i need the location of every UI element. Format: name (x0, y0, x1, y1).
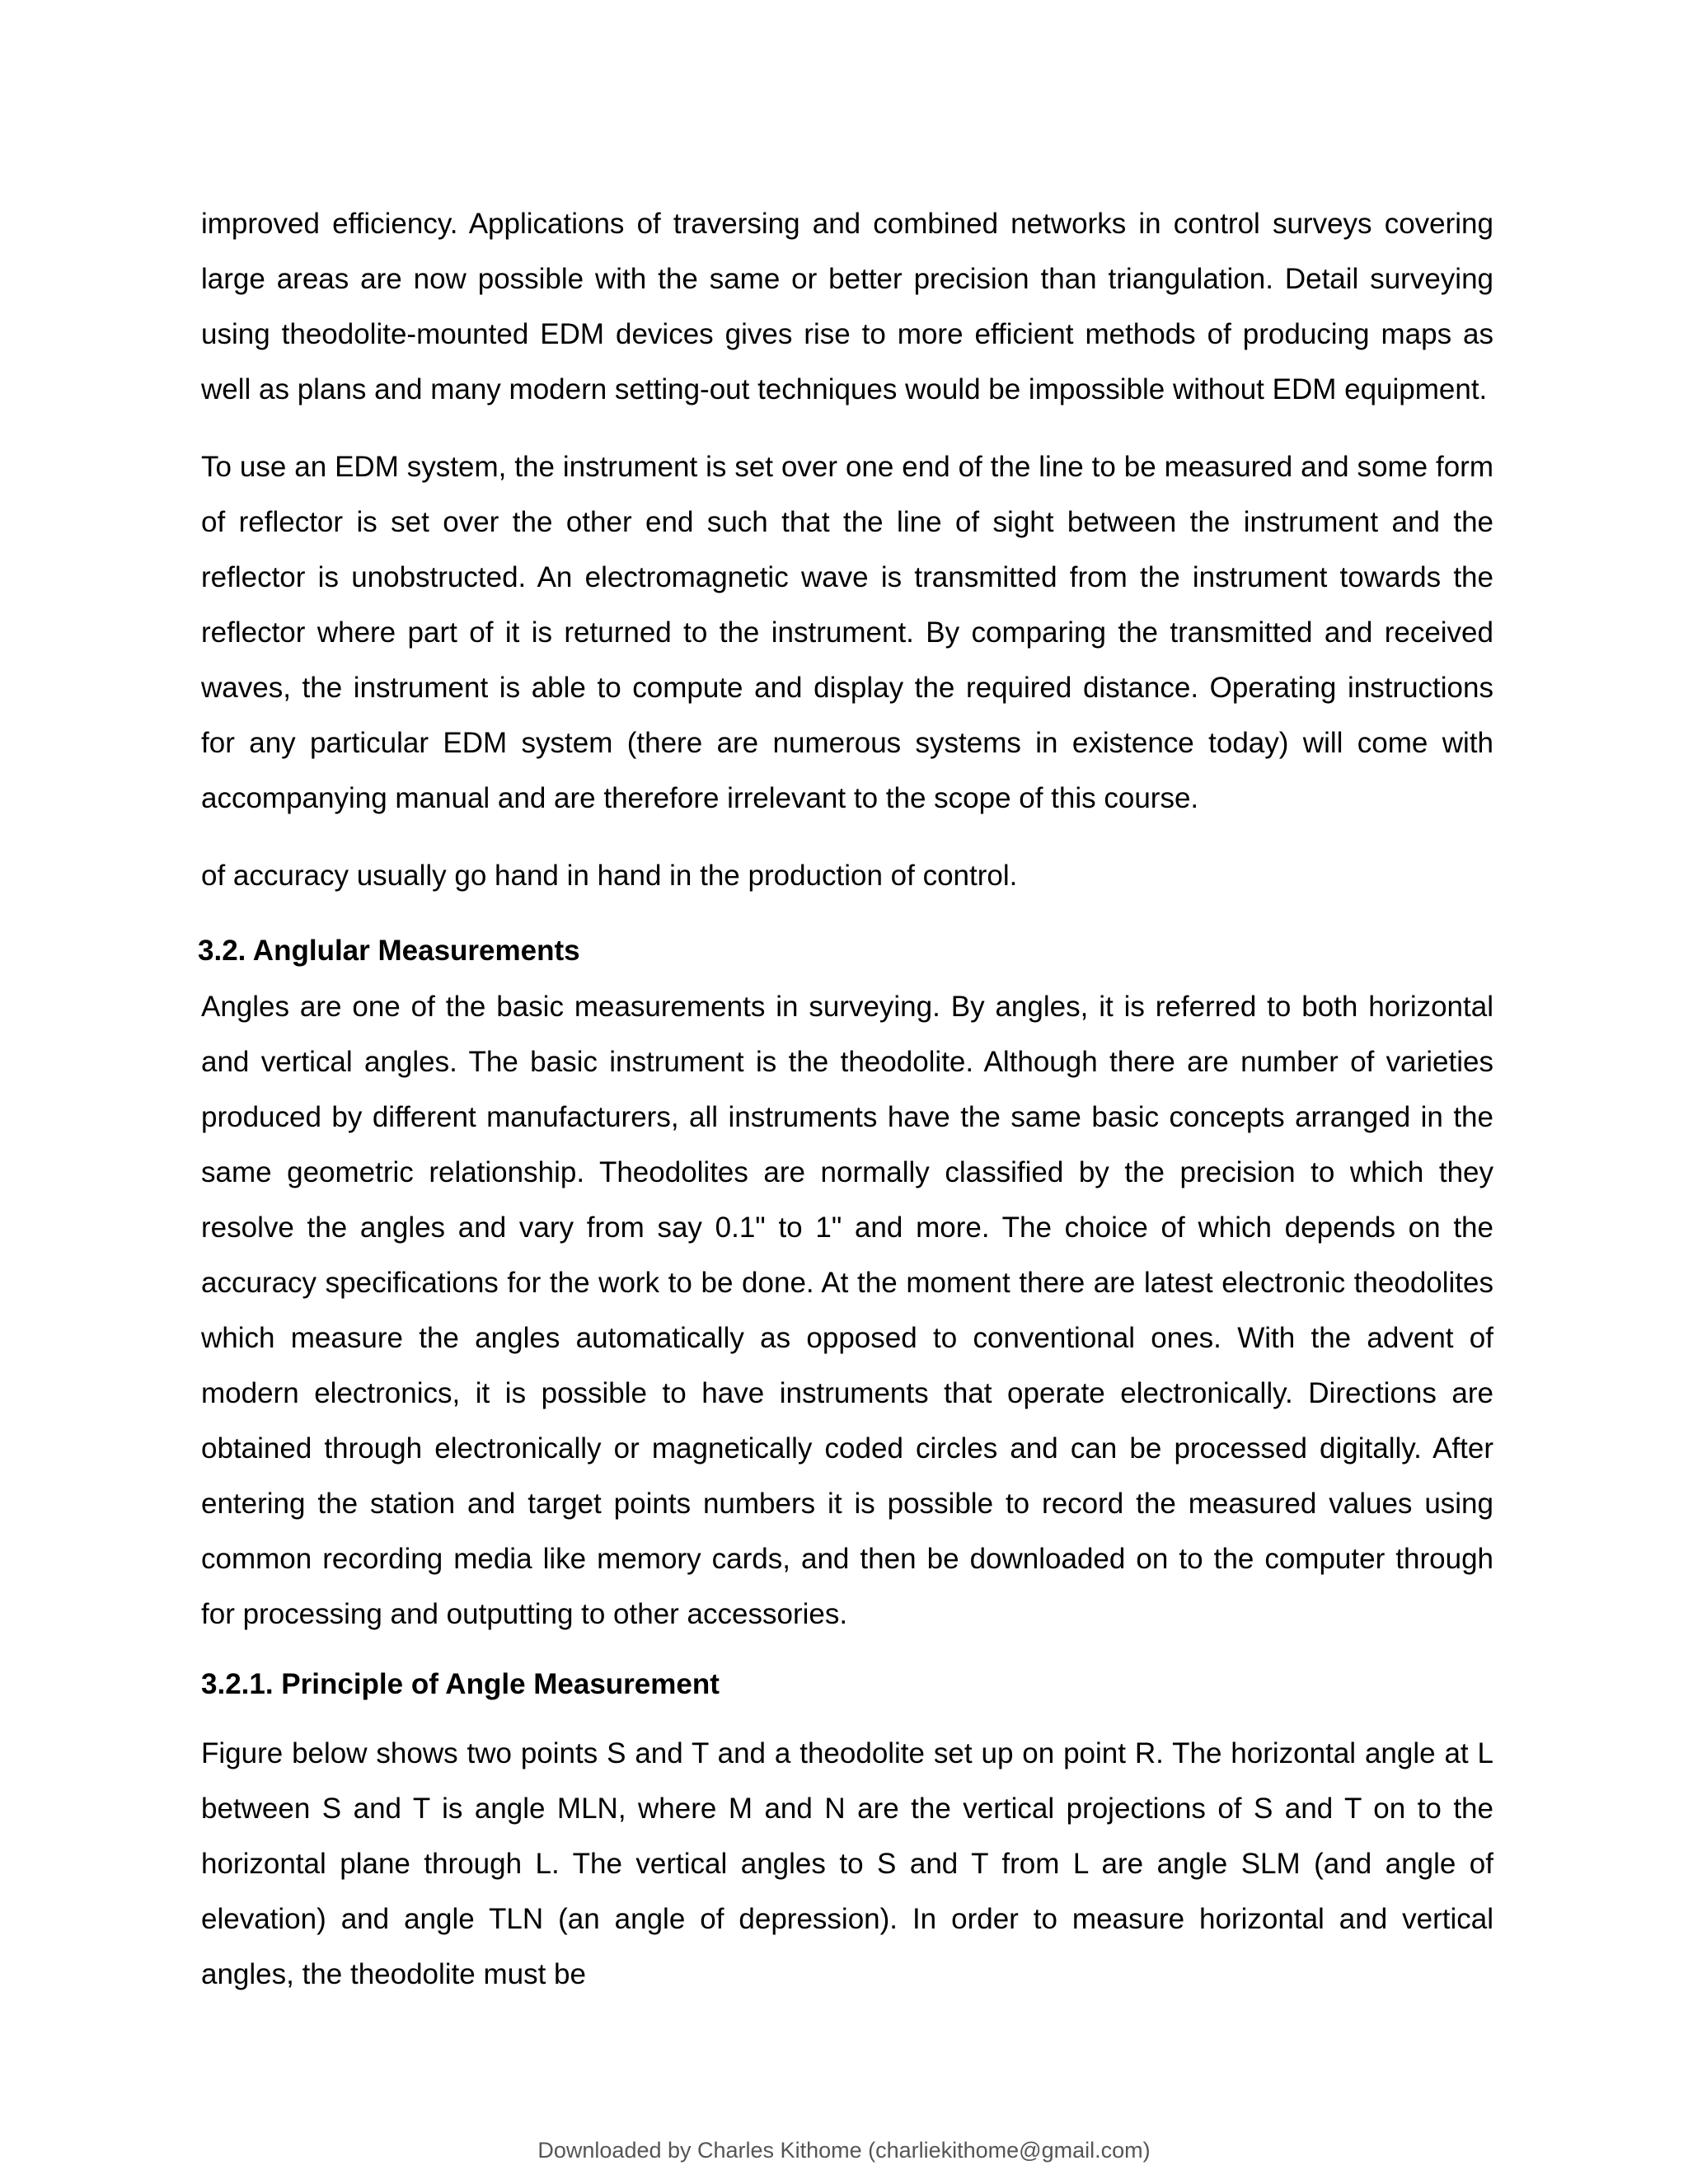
intro-paragraph-2: To use an EDM system, the instrument is set over one end of the line to be measured and some form of reflector is set over the other end such that the line of sight between the instrument and the reflector is unobstructed. An electromagnetic wave is transmitted from the instrument towards the reflector where part of it is returned to the instrument. By comparing the transmitted and received waves, the instrument is able to compute and display the required distance. Operating instructions for any particular EDM system (there are numerous systems in existence today) will come with accompanying manual and are therefore irrelevant to the scope of this course. (201, 451, 1493, 814)
download-footer: Downloaded by Charles Kithome (charliekithome@gmail.com) (537, 2138, 1151, 2163)
subsection-heading-principle: 3.2.1. Principle of Angle Measurement (201, 1668, 720, 1700)
page-content (198, 196, 1493, 2002)
angular-measurements-paragraph: Angles are one of the basic measurements in surveying. By angles, it is referred to both horizontal and vertical angles. The basic instrument is the theodolite. Although there are number of varieties produced by different manufacturers, all instruments have the same basic concepts arranged in the same geometric relationship. Theodolites are normally classified by the precision to which they resolve the angles and vary from say 0.1" to 1" and more. The choice of which depends on the accuracy specifications for the work to be done. At the moment there are latest electronic theodolites which measure the angles automatically as opposed to conventional ones. With the advent of modern electronics, it is possible to have instruments that operate electronically. Directions are obtained through electronically or magnetically coded circles and can be processed digitally. After entering the station and target points numbers it is possible to record the measured values using common recording media like memory cards, and then be downloaded on to the computer through for processing and outputting to other accessories. (201, 991, 1493, 1630)
principle-paragraph: Figure below shows two points S and T and a theodolite set up on point R. The horizontal angle at L between S and T is angle MLN, where M and N are the vertical projections of S and T on to the horizontal plane through L. The vertical angles to S and T from L are angle SLM (and angle of elevation) and angle TLN (an angle of depression). In order to measure horizontal and vertical angles, the theodolite must be (201, 1737, 1493, 1990)
section-heading-angular-measurements: 3.2. Anglular Measurements (198, 935, 580, 967)
intro-paragraph-3: of accuracy usually go hand in hand in the production of control. (201, 860, 1018, 892)
intro-paragraph-1: improved efficiency. Applications of traversing and combined networks in control surveys covering large areas are now possible with the same or better precision than triangulation. Detail surveying using theodolite-mounted EDM devices gives rise to more efficient methods of producing maps as well as plans and many modern setting-out techniques would be impossible without EDM equipment. (201, 208, 1493, 405)
